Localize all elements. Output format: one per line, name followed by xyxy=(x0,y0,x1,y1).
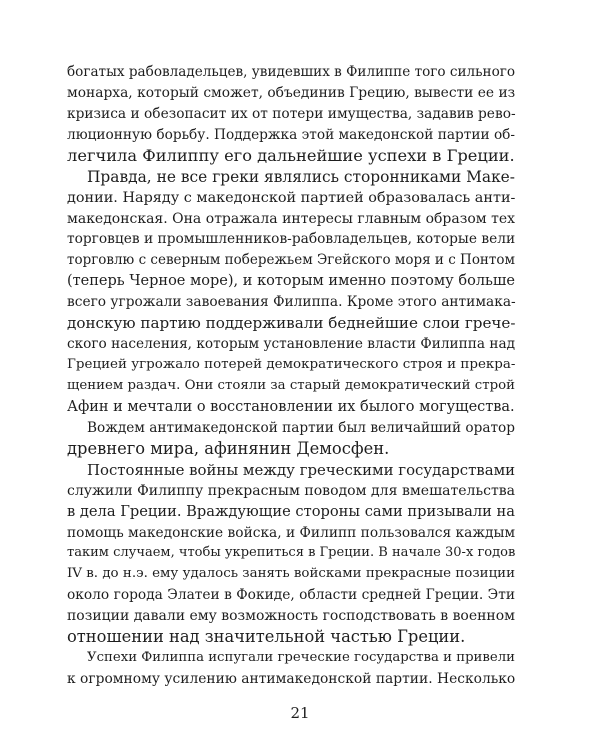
text-line-8: македонская. Она отражала интересы главным образом тех xyxy=(67,210,515,227)
text-line-29: Успехи Филиппа испугали греческие государства и привели xyxy=(87,650,515,666)
text-line-1: богатых рабовладельцев, увидевших в Филиппе того сильного xyxy=(67,64,516,80)
text-line-17: Афин и мечтали о восстановлении их былого могущества. xyxy=(67,398,515,415)
text-line-28: отношении над значительной частью Греции. xyxy=(67,627,466,647)
text-line-3: кризиса и обезопасит их от потери имущества, задавив рево- xyxy=(67,105,516,122)
text-line-4: люционную борьбу. Поддержка этой македонской партии об- xyxy=(67,126,516,143)
text-line-16: щением раздач. Они стояли за старый демократический строй xyxy=(67,378,515,393)
page-number: 21 xyxy=(290,704,310,722)
text-line-13: донскую партию поддерживали беднейшие слои грече- xyxy=(67,314,516,333)
text-line-22: в дела Греции. Враждующие стороны сами призывали на xyxy=(67,502,515,520)
text-line-19: древнего мира, афинянин Демосфен. xyxy=(67,438,390,458)
text-line-2: монарха, который сможет, объединив Грецию, вывести ее из xyxy=(67,84,516,101)
text-line-18: Вождем антимакедонской партии был величайший оратор xyxy=(87,419,516,436)
text-line-10: торговлю с северным побережьем Эгейского моря и с Понтом xyxy=(67,252,515,269)
text-line-9: торговцев и промышленников-рабовладельцев, которые вели xyxy=(67,231,516,248)
text-line-12: всего угрожали завоевания Филиппа. Кроме этого антимака- xyxy=(67,294,516,311)
text-line-25: IV в. до н.э. ему удалось занять войсками прекрасные позиции xyxy=(67,566,515,582)
text-line-14: ского населения, которым установление власти Филиппа над xyxy=(67,336,515,353)
text-line-23: помощь македонские войска, и Филипп пользовался каждым xyxy=(67,524,516,541)
text-line-15: Грецией угрожало потерей демократического строя и прекра- xyxy=(67,357,516,373)
text-line-30: к огромному усилению антимакедонской партии. Несколько xyxy=(67,671,516,688)
text-line-5: легчила Филиппу его дальнейшие успехи в Греции. xyxy=(67,145,515,165)
text-line-20: Постоянные войны между греческими государствами xyxy=(87,460,516,479)
text-line-7: донии. Наряду с македонской партией образовалась анти- xyxy=(67,189,516,206)
text-line-6: Правда, не все греки являлись сторонниками Маке- xyxy=(87,167,515,186)
text-line-11: (теперь Черное море), и которым именно поэтому больше xyxy=(67,273,515,290)
text-line-27: позиции давали ему возможность господствовать в военном xyxy=(67,608,515,625)
text-line-26: около города Элатеи в Фокиде, области средней Греции. Эти xyxy=(67,587,515,604)
text-line-24: таким случаем, чтобы укрепиться в Греции. В начале 30-х годов xyxy=(67,545,516,561)
text-line-21: служили Филиппу прекрасным поводом для вмешательства xyxy=(67,482,515,499)
